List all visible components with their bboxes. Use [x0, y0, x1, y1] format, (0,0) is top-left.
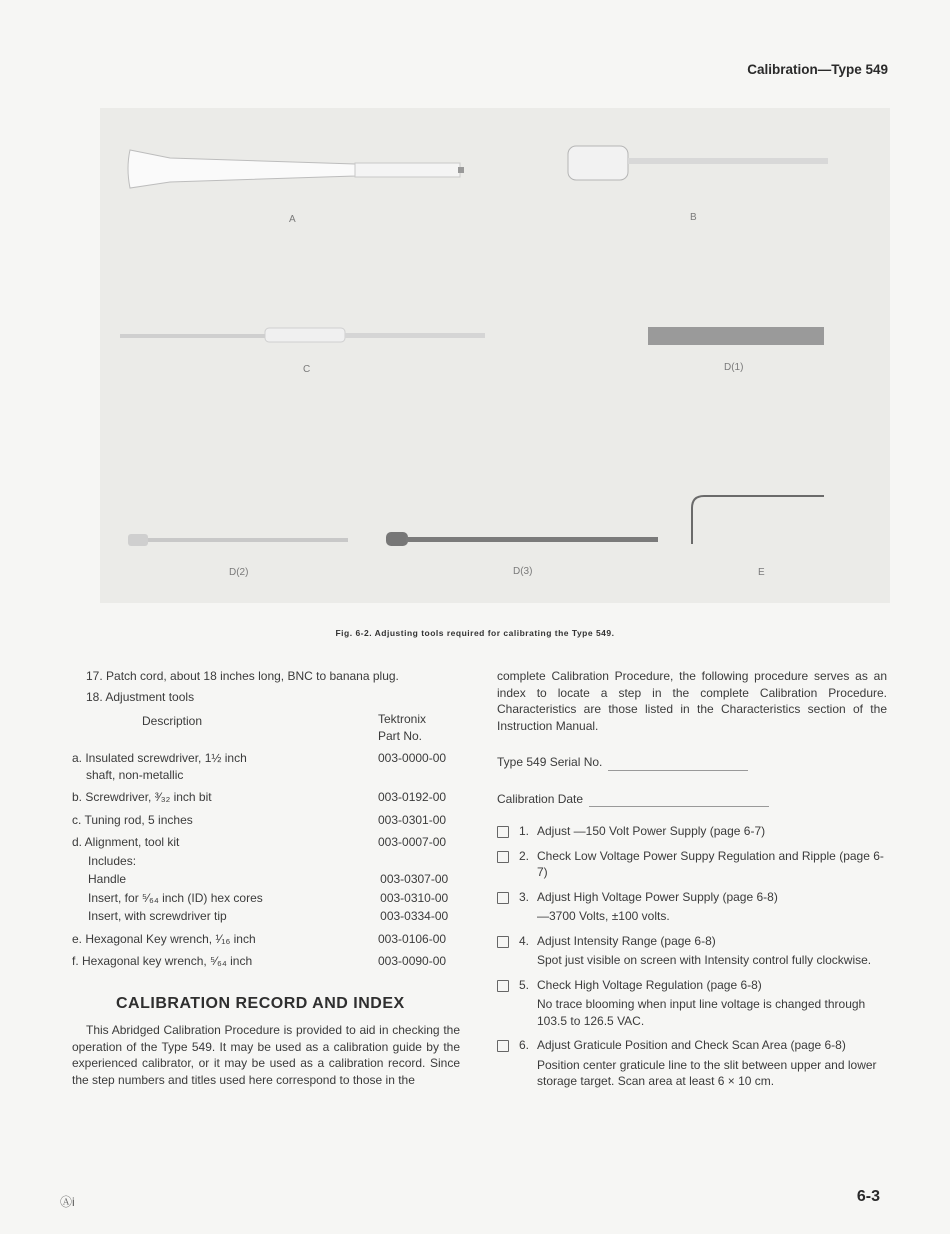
tool-b-screwdriver	[568, 146, 828, 180]
tools-photo	[100, 108, 890, 603]
table-row	[72, 931, 460, 948]
row-desc: e. Hexagonal Key wrench, ¹⁄₁₆ inch	[72, 931, 256, 946]
step-detail: —3700 Volts, ±100 volts.	[537, 909, 670, 923]
tool-a-insulated-screwdriver	[128, 150, 464, 188]
label-d3: D(3)	[513, 566, 533, 577]
left-column	[72, 668, 460, 1092]
row-part-no: 003-0310-00	[380, 890, 449, 905]
page-number: 6-3	[856, 1188, 880, 1205]
serial-no-field[interactable]	[497, 754, 887, 771]
row-desc: Handle	[88, 872, 127, 886]
step-number: 5.	[519, 977, 530, 992]
step-title: Check Low Voltage Power Suppy Regulation and Ripple (page 6-7)	[537, 848, 884, 879]
calibration-step	[497, 823, 887, 840]
step-detail: Spot just visible on screen with Intensity control fully clockwise.	[537, 953, 872, 967]
header-part-no-line1: Tektronix	[378, 712, 427, 726]
tools-illustration	[100, 108, 890, 603]
includes-label: Includes:	[88, 853, 137, 868]
tool-d3-insert	[386, 532, 658, 546]
calibration-date-blank[interactable]	[589, 806, 769, 807]
row-desc: d. Alignment, tool kit	[72, 835, 180, 849]
tools-table-header	[72, 711, 460, 744]
figure-caption: Fig. 6-2. Adjusting tools required for calibrating the Type 549.	[335, 628, 615, 638]
step-title: Adjust Graticule Position and Check Scan Area (page 6-8)	[537, 1038, 846, 1052]
step-number: 1.	[519, 824, 530, 838]
serial-no-blank[interactable]	[608, 770, 748, 771]
includes-label-row	[72, 853, 460, 870]
step-title: Adjust —150 Volt Power Supply (page 6-7)	[537, 824, 766, 838]
label-e: E	[758, 567, 765, 578]
calibration-step	[497, 889, 887, 925]
row-part-no: 003-0106-00	[378, 931, 447, 946]
step-number: 6.	[519, 1038, 530, 1052]
header-part-no	[378, 711, 460, 744]
row-desc-cont: shaft, non-metallic	[86, 767, 184, 782]
section-title: CALIBRATION RECORD AND INDEX	[116, 994, 405, 1012]
running-title: Calibration—Type 549	[747, 62, 888, 77]
row-part-no: 003-0334-00	[380, 909, 449, 923]
calibration-step	[497, 848, 887, 881]
intro-continued: complete Calibration Procedure, the following procedure serves as an index to locate a step in the complete Calibration Procedure. Characteristics are those listed in the Characteristics section of the Instruction Manual.	[497, 669, 887, 733]
publisher-mark: Ⓐi	[60, 1195, 75, 1209]
row-part-no: 003-0192-00	[378, 790, 447, 804]
step-title: Adjust Intensity Range (page 6-8)	[537, 933, 716, 948]
row-desc: c. Tuning rod, 5 inches	[72, 812, 193, 827]
step-detail: Position center graticule line to the slit between upper and lower storage target. Scan area at least 6 × 10 cm.	[537, 1057, 877, 1088]
row-desc: Insert, for ⁵⁄₆₄ inch (ID) hex cores	[88, 890, 263, 905]
calibration-step	[497, 1037, 887, 1090]
item-17: 17. Patch cord, about 18 inches long, BNC to banana plug.	[86, 669, 399, 683]
row-part-no: 003-0007-00	[378, 835, 447, 849]
row-part-no: 003-0090-00	[378, 954, 447, 968]
row-desc: a. Insulated screwdriver, 1½ inch	[72, 751, 247, 765]
right-column	[497, 668, 887, 1098]
row-desc: Insert, with screwdriver tip	[88, 909, 227, 923]
table-row	[72, 908, 460, 925]
tool-d1-handle	[648, 327, 824, 345]
label-c: C	[303, 364, 311, 375]
label-a: A	[289, 214, 296, 225]
step-title: Check High Voltage Regulation (page 6-8)	[537, 977, 762, 992]
step-checkbox[interactable]	[497, 936, 509, 948]
step-checkbox[interactable]	[497, 851, 509, 863]
table-row	[72, 789, 460, 806]
table-row	[72, 750, 460, 783]
row-desc: f. Hexagonal key wrench, ⁵⁄₆₄ inch	[72, 954, 253, 968]
tool-c-tuning-rod	[120, 328, 485, 342]
calibration-date-field[interactable]	[497, 791, 887, 808]
step-title: Adjust High Voltage Power Supply (page 6-8)	[537, 889, 778, 904]
item-18: 18. Adjustment tools	[86, 689, 195, 704]
step-detail: No trace blooming when input line voltage is changed through 103.5 to 126.5 VAC.	[537, 997, 866, 1028]
intro-paragraph: This Abridged Calibration Procedure is provided to aid in checking the operation of the Type 549. It may be used as a calibration guide by the experienced calibrator, or it may be used as a calibration record. Since the step numbers and titles used here correspond to those in the	[72, 1023, 460, 1087]
row-part-no: 003-0307-00	[380, 872, 449, 886]
table-row	[72, 890, 460, 907]
calibration-step	[497, 933, 887, 969]
table-row	[72, 871, 460, 888]
step-checkbox[interactable]	[497, 980, 509, 992]
row-part-no: 003-0000-00	[378, 751, 447, 765]
step-checkbox[interactable]	[497, 892, 509, 904]
header-description: Description	[142, 714, 203, 728]
step-number: 4.	[519, 933, 530, 948]
tool-e-hex-key	[692, 496, 824, 544]
tool-d2-insert	[128, 534, 348, 546]
table-row	[72, 953, 460, 970]
calibration-step	[497, 977, 887, 1030]
table-row	[72, 834, 460, 851]
header-part-no-line2: Part No.	[378, 728, 423, 743]
step-number: 3.	[519, 889, 530, 904]
label-d1: D(1)	[724, 362, 744, 373]
step-checkbox[interactable]	[497, 826, 509, 838]
step-checkbox[interactable]	[497, 1040, 509, 1052]
calibration-date-label: Calibration Date	[497, 791, 584, 806]
row-desc: b. Screwdriver, ³⁄₃₂ inch bit	[72, 790, 212, 804]
step-number: 2.	[519, 848, 530, 863]
label-b: B	[690, 212, 697, 223]
serial-no-label: Type 549 Serial No.	[497, 755, 603, 769]
table-row	[72, 812, 460, 829]
row-part-no: 003-0301-00	[378, 812, 447, 827]
label-d2: D(2)	[229, 567, 249, 578]
